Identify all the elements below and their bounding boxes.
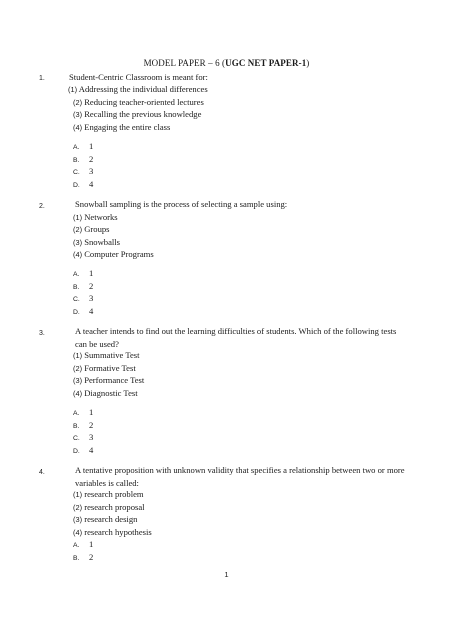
answer-choice: D. 4: [73, 305, 94, 316]
option-item: (2) Groups: [73, 224, 110, 234]
answer-choice: D. 4: [73, 444, 94, 455]
answer-choice: C. 3: [73, 293, 94, 303]
option-item: (1) Addressing the individual differences: [68, 84, 208, 94]
option-item: (4) Computer Programs: [73, 249, 154, 259]
option-item: (1) Summative Test: [73, 350, 140, 360]
answer-choice: B. 2: [73, 153, 94, 164]
title-prefix: MODEL PAPER – 6 (: [143, 58, 226, 68]
answer-choice: A. 1: [73, 141, 94, 151]
option-item: (4) Engaging the entire class: [73, 121, 171, 132]
answer-choice: C. 3: [73, 166, 94, 176]
option-item: (3) Recalling the previous knowledge: [73, 109, 202, 119]
option-item: (2) Formative Test: [73, 362, 136, 373]
option-item: (1) Networks: [73, 211, 118, 222]
option-item: (4) Diagnostic Test: [73, 387, 138, 398]
answer-choice: A. 1: [73, 539, 94, 549]
answer-choice: A. 1: [73, 407, 94, 417]
title-suffix: ): [306, 58, 310, 68]
option-item: (4) research hypothesis: [73, 526, 152, 537]
option-item: (3) Performance Test: [73, 375, 145, 385]
option-item: (2) Reducing teacher-oriented lectures: [73, 96, 204, 107]
title-bold: UGC NET PAPER-1: [225, 58, 307, 68]
option-item: (3) Snowballs: [73, 236, 121, 247]
answer-choice: B. 2: [73, 419, 94, 430]
question-text: A teacher intends to find out the learning difficulties of students. Which of the following tests can be used?: [75, 326, 397, 349]
answer-choice: B. 2: [73, 280, 94, 291]
question-number: 3.: [39, 330, 45, 337]
question-text: Snowball sampling is the process of selecting a sample using:: [75, 199, 288, 209]
answer-choice: A. 1: [73, 268, 94, 278]
question-text: A tentative proposition with unknown validity that specifies a relationship between two or more variables is called:: [75, 465, 405, 488]
answer-choice: C. 3: [73, 432, 94, 442]
answer-choice: B. 2: [73, 551, 94, 562]
option-item: (3) research design: [73, 514, 138, 524]
question-number: 4.: [39, 469, 45, 476]
question-number: 2.: [39, 203, 45, 210]
option-item: (2) research proposal: [73, 501, 145, 512]
question-text: Student-Centric Classroom is meant for:: [69, 72, 208, 82]
option-item: (1) research problem: [73, 489, 144, 499]
page-title: [0, 58, 453, 68]
question-number: 1.: [39, 75, 45, 82]
page-number: 1: [224, 570, 229, 579]
answer-choice: D. 4: [73, 178, 94, 189]
